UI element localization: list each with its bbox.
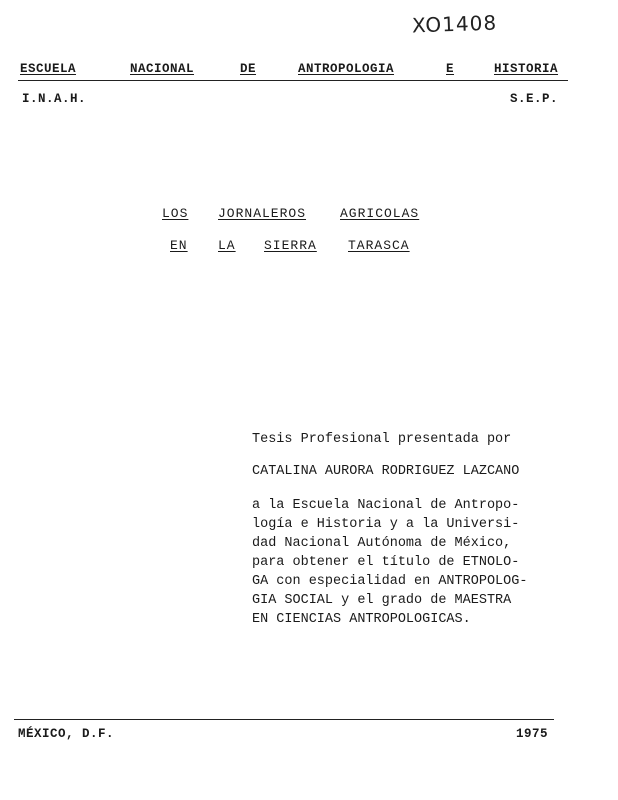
title-word: TARASCA bbox=[348, 238, 410, 253]
school-word: ESCUELA bbox=[20, 62, 77, 76]
archive-code: XO1408 bbox=[411, 10, 498, 38]
title-word: JORNALEROS bbox=[218, 206, 307, 221]
statement-line: logía e Historia y a la Universi- bbox=[252, 517, 520, 532]
school-word: HISTORIA bbox=[494, 62, 559, 76]
footer-rule bbox=[14, 719, 554, 720]
presented-by-line: Tesis Profesional presentada por bbox=[252, 432, 512, 447]
statement-line: dad Nacional Autónoma de México, bbox=[252, 536, 512, 551]
year: 1975 bbox=[516, 727, 549, 741]
inah-abbreviation: I.N.A.H. bbox=[22, 92, 87, 106]
statement-line: GIA SOCIAL y el grado de MAESTRA bbox=[252, 593, 512, 608]
title-word: LA bbox=[218, 238, 236, 253]
school-word: NACIONAL bbox=[130, 62, 195, 76]
title-word: SIERRA bbox=[264, 238, 317, 253]
place: MÉXICO, D.F. bbox=[18, 727, 115, 741]
statement-line: para obtener el título de ETNOLO- bbox=[252, 555, 520, 570]
header-rule bbox=[18, 80, 568, 81]
sep-abbreviation: S.E.P. bbox=[510, 92, 559, 106]
school-word: DE bbox=[240, 62, 257, 76]
statement-line: a la Escuela Nacional de Antropo- bbox=[252, 498, 520, 513]
school-word: E bbox=[446, 62, 455, 76]
title-word: AGRICOLAS bbox=[340, 206, 420, 221]
title-word: LOS bbox=[162, 206, 189, 221]
statement-line: EN CIENCIAS ANTROPOLOGICAS. bbox=[252, 612, 471, 627]
statement-line: GA con especialidad en ANTROPOLOG- bbox=[252, 574, 528, 589]
title-word: EN bbox=[170, 238, 188, 253]
school-word: ANTROPOLOGIA bbox=[298, 62, 395, 76]
author-name: CATALINA AURORA RODRIGUEZ LAZCANO bbox=[252, 464, 520, 479]
